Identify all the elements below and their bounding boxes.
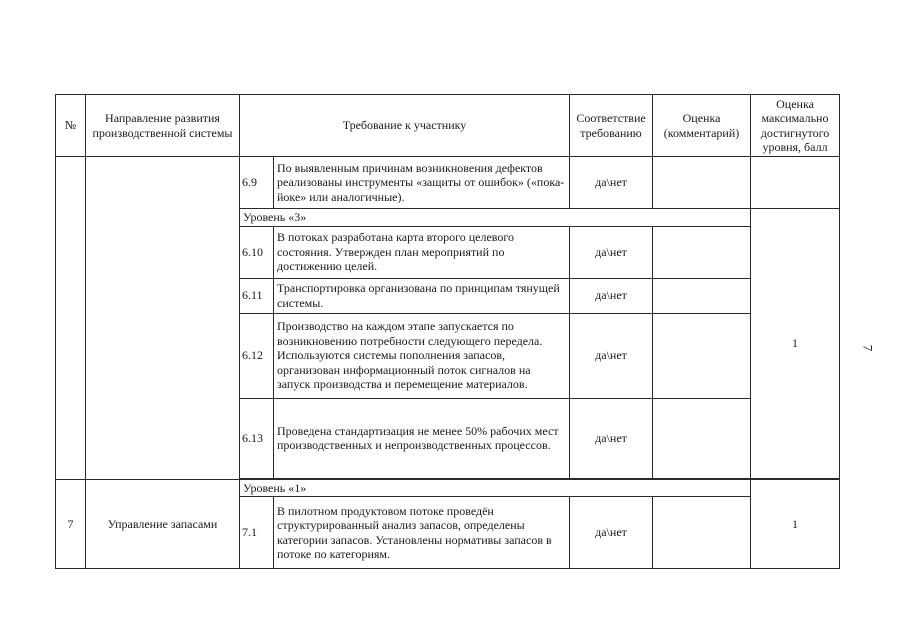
assessment-cell xyxy=(653,497,751,569)
score-cell xyxy=(751,157,840,209)
requirement-code: 6.13 xyxy=(240,398,274,478)
requirement-text: Транспортировка организована по принципам тянущей системы. xyxy=(274,278,570,313)
section-7-direction: Управление запасами xyxy=(86,479,240,569)
assessment-cell xyxy=(653,157,751,209)
requirement-text: В потоках разработана карта второго целевого состояния. Утвержден план мероприятий по достижению целей. xyxy=(274,226,570,278)
requirement-text: По выявленным причинам возникновения дефектов реализованы инструменты «защиты от ошибок» («пока-йоке» или аналогичные). xyxy=(274,157,570,209)
assessment-cell xyxy=(653,226,751,278)
assessment-cell xyxy=(653,278,751,313)
table-row xyxy=(56,157,840,209)
level-3-label: Уровень «3» xyxy=(240,209,751,227)
requirement-code: 6.11 xyxy=(240,278,274,313)
requirement-text: Проведена стандартизация не менее 50% рабочих мест производственных и непроизводственных процессов. xyxy=(274,398,570,478)
level-1-label: Уровень «1» xyxy=(240,479,751,497)
level-row xyxy=(56,479,840,497)
header-max-score: Оценка максимально достигнутого уровня, балл xyxy=(751,95,840,157)
compliance-value: да\нет xyxy=(570,157,653,209)
compliance-value: да\нет xyxy=(570,313,653,398)
requirement-code: 7.1 xyxy=(240,497,274,569)
header-row xyxy=(56,95,840,157)
requirements-table xyxy=(55,94,840,569)
requirement-text: В пилотном продуктовом потоке проведён структурированный анализ запасов, определены категории запасов. Установлены нормативы запасов в потоке по категориям. xyxy=(274,497,570,569)
header-compliance: Соответствие требованию xyxy=(570,95,653,157)
compliance-value: да\нет xyxy=(570,398,653,478)
section-6-num-cell xyxy=(56,157,86,480)
header-assessment: Оценка (комментарий) xyxy=(653,95,751,157)
section-7-score: 1 xyxy=(751,479,840,569)
level-3-score: 1 xyxy=(751,209,840,479)
assessment-cell xyxy=(653,313,751,398)
section-6-direction-cell xyxy=(86,157,240,480)
requirement-text: Производство на каждом этапе запускается по возникновению потребности следующего передела. Используются системы пополнения запасов, организован информационный поток сигналов на запуск производства и перемещение материалов. xyxy=(274,313,570,398)
header-direction: Направление развития производственной системы xyxy=(86,95,240,157)
header-num: № xyxy=(56,95,86,157)
header-requirement: Требование к участнику xyxy=(240,95,570,157)
compliance-value: да\нет xyxy=(570,226,653,278)
requirement-code: 6.10 xyxy=(240,226,274,278)
compliance-value: да\нет xyxy=(570,278,653,313)
requirement-code: 6.9 xyxy=(240,157,274,209)
page-number: 7 xyxy=(860,344,876,352)
assessment-cell xyxy=(653,398,751,478)
compliance-value: да\нет xyxy=(570,497,653,569)
section-7-num: 7 xyxy=(56,479,86,569)
requirement-code: 6.12 xyxy=(240,313,274,398)
